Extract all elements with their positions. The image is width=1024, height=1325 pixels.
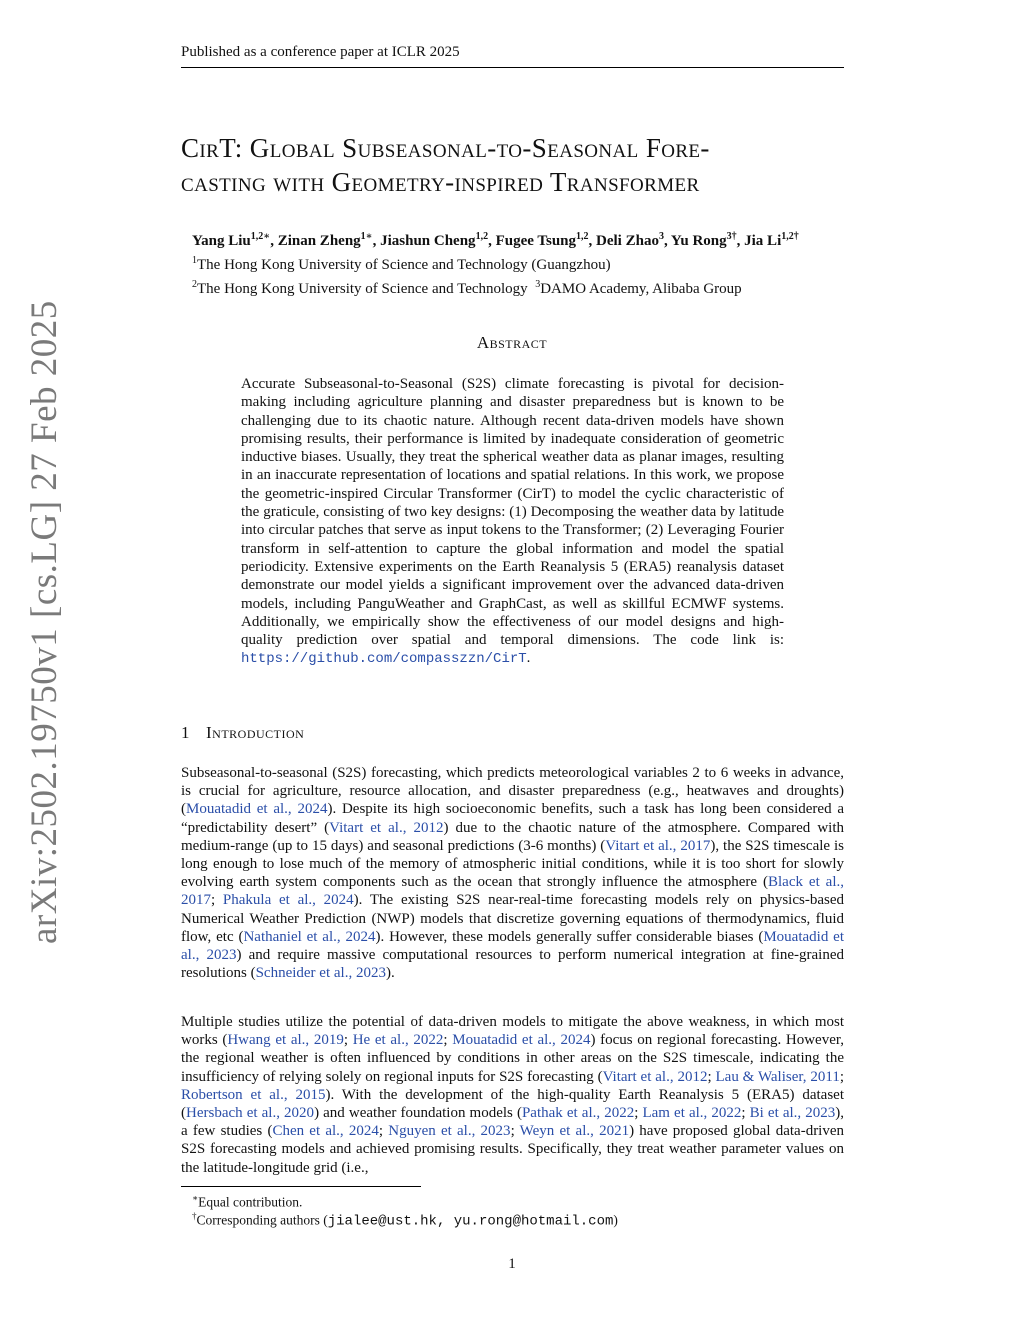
affiliation-mark: 3 — [726, 231, 732, 242]
citation-link[interactable]: Mouatadid et al., 2024 — [452, 1032, 591, 1049]
author-block — [192, 227, 872, 299]
author-name: Yang Liu — [192, 233, 251, 249]
abstract-heading: Abstract — [476, 333, 548, 352]
citation-link[interactable]: Chen et al., 2024 — [272, 1123, 379, 1140]
footnote-divider — [181, 1186, 421, 1187]
section-number: 1 — [181, 723, 190, 742]
footnote-text: ) — [613, 1212, 618, 1228]
citation-link[interactable]: Vitart et al., 2017 — [605, 837, 711, 854]
affiliation-text: The Hong Kong University of Science and Technology — [197, 281, 528, 297]
author-name: Jia Li — [744, 233, 782, 249]
body-text: ). With the development of the high-quality Earth Reanalysis 5 (ERA5) dataset ( — [181, 1086, 844, 1122]
citation-separator: ; — [443, 1032, 453, 1049]
arxiv-identifier: arXiv:2502.19750v1 [cs.LG] 27 Feb 2025 — [24, 300, 65, 944]
affiliation-mark: 1,2 — [781, 231, 794, 242]
abstract-text: Accurate Subseasonal-to-Seasonal (S2S) climate forecasting is pivotal for decision-making including agriculture planning and disaster preparedness but is known to be challenging due to its chaotic nature. Although recent data-driven models have shown promising results, their performance is limited by inadequate consideration of geometric inductive biases. Usually, they treat the spherical weather data as planar images, resulting in an inaccurate representation of locations and spatial relations. In this work, we propose the geometric-inspired Circular Transformer (CirT) to model the cyclic characteristic of the graticule, consisting of two key designs: (1) Decomposing the weather data by latitude into circular patches that serve as input tokens to the Transformer; (2) Leveraging Fourier transform in self-attention to capture the global information and model the spatial periodicity. Extensive experiments on the Earth Reanalysis 5 (ERA5) reanalysis dataset demonstrate our model yields a significant improvement over the advanced data-driven models, including PanguWeather and GraphCast, as well as skillful ECMWF systems. Additionally, we empirically show the effectiveness of our model designs and high-quality prediction over spatial and temporal dimensions. The code link is: — [241, 376, 784, 649]
author-name: Zinan Zheng — [277, 233, 361, 249]
affiliation-mark: 1 — [360, 231, 366, 242]
citation-link[interactable]: Black et al., 2017 — [181, 874, 845, 909]
citation-link[interactable]: Hwang et al., 2019 — [227, 1032, 344, 1049]
affiliation-1 — [192, 251, 872, 275]
email-links[interactable]: jialee@ust.hk, yu.rong@hotmail.com — [327, 1213, 614, 1230]
footnote-text: Equal contribution. — [198, 1194, 303, 1210]
citation-link[interactable]: He et al., 2022 — [352, 1032, 444, 1049]
citation-link[interactable]: Nathaniel et al., 2024 — [243, 928, 376, 945]
section-title: Introduction — [206, 723, 305, 742]
citation-separator: ; — [378, 1123, 389, 1140]
citation-link[interactable]: Lam et al., 2022 — [642, 1105, 742, 1122]
paper-title — [181, 131, 851, 199]
title-line-2: casting with Geometry-inspired Transformer — [181, 167, 700, 197]
citation-link[interactable]: Weyn et al., 2021 — [519, 1123, 630, 1140]
body-text: ). — [385, 965, 395, 982]
affiliation-2 — [192, 275, 872, 299]
body-text: ) and require massive computational resources to perform numerical integration at fine-grained resolutions ( — [181, 947, 844, 982]
code-link[interactable]: https://github.com/compasszzn/CirT — [241, 651, 527, 668]
affiliation-mark: 1,2 — [475, 231, 489, 242]
author-name: Deli Zhao — [596, 233, 659, 249]
citation-link[interactable]: Lau & Waliser, 2011 — [715, 1068, 840, 1085]
affiliation-mark: 3 — [658, 231, 664, 242]
corresponding-mark: † — [793, 231, 799, 242]
equal-contrib-mark: ∗ — [365, 231, 373, 242]
body-text: ), a few studies ( — [181, 1105, 845, 1140]
footnote-text: Corresponding authors ( — [196, 1212, 328, 1228]
intro-paragraph-1 — [181, 764, 844, 982]
running-header: Published as a conference paper at ICLR 2025 — [181, 44, 844, 68]
body-text: ) have proposed global data-driven S2S forecasting models and achieved promising results. Specifically, they treat weather parameter values on the latitude-longitude grid (i.e., — [181, 1123, 845, 1176]
affiliation-mark: 1,2 — [250, 231, 264, 242]
affiliation-number: 3 — [535, 279, 541, 290]
body-text: ) due to the chaotic nature of the atmosphere. Compared with medium-range (up to 15 days) and seasonal predictions (3-6 months) ( — [181, 819, 844, 854]
citation-link[interactable]: Mouatadid et al., 2024 — [186, 801, 328, 818]
body-text: ), the S2S timescale is long enough to lose much of the memory of atmospheric initial conditions, while it is too short for slowly evolving earth system components such as the ocean that strongly influence the atmosphere ( — [181, 837, 844, 891]
citation-separator: ; — [634, 1105, 643, 1122]
citation-link[interactable]: Vitart et al., 2012 — [329, 819, 444, 836]
footnote-2 — [192, 1208, 618, 1231]
citation-link[interactable]: Nguyen et al., 2023 — [388, 1123, 511, 1140]
citation-link[interactable]: Hersbach et al., 2020 — [186, 1105, 315, 1122]
affiliation-mark: 1,2 — [576, 231, 589, 242]
citation-separator: ; — [839, 1068, 845, 1085]
author-names: Yang Liu$^{1,2∗}$, Zinan Zheng$^{1∗}$, Jiashun Cheng$^{1,2}$, Fugee Tsung$^{1,2}$, Deli Zhao$^3$, Yu Rong$^{3\dagger}$, Jia $Li^{1,2\dagger}$ — [192, 231, 799, 249]
author-name: Fugee Tsung — [495, 233, 577, 249]
author-name: Jiashun Cheng — [380, 233, 476, 249]
affiliation-text: The Hong Kong University of Science and Technology (Guangzhou) — [197, 257, 611, 273]
section-heading — [181, 723, 304, 743]
intro-paragraph-2 — [181, 1013, 844, 1177]
abstract-body — [241, 375, 784, 669]
body-text: ). However, these models generally suffer considerable biases ( — [375, 928, 764, 945]
body-text: ). The existing S2S near-real-time forecasting models rely on physics-based Numerical Weather Prediction (NWP) models that discretize governing equations of thermodynamics, fluid flow, etc ( — [181, 892, 844, 945]
body-text: ) focus on regional forecasting. However, the regional weather is often influenced by conditions in other areas on the S2S timescale, indicating the insufficiency of relying solely on regional inputs for S2S forecasting ( — [181, 1032, 844, 1085]
author-name: Yu Rong — [670, 233, 727, 249]
citation-link[interactable]: Pathak et al., 2022 — [521, 1105, 635, 1122]
affiliation-number: 1 — [192, 255, 197, 266]
equal-contrib-mark: ∗ — [263, 231, 271, 242]
citation-link[interactable]: Robertson et al., 2015 — [181, 1086, 326, 1103]
title-line-1: CirT: Global Subseasonal-to-Seasonal Fore- — [181, 133, 710, 163]
corresponding-mark: † — [731, 231, 737, 242]
body-text: Subseasonal-to-seasonal (S2S) forecasting, which predicts meteorological variables 2 to 6 weeks in advance, is crucial for agriculture, resource allocation, and disaster preparedness (e.g., heatwaves and droughts) ( — [181, 765, 844, 818]
affiliation-text: DAMO Academy, Alibaba Group — [540, 281, 742, 297]
abstract-end: . — [526, 650, 531, 667]
citation-separator: ; — [211, 892, 223, 909]
footnote-mark: ∗ — [192, 1193, 199, 1203]
citation-separator: ; — [510, 1123, 520, 1140]
body-text: ). Despite its high socioeconomic benefits, such a task has long been considered a “predictability desert” ( — [181, 801, 844, 836]
citation-link[interactable]: Phakula et al., 2024 — [222, 892, 354, 909]
citation-link[interactable]: Mouatadid et al., 2023 — [181, 928, 844, 964]
citation-link[interactable]: Vitart et al., 2012 — [602, 1068, 708, 1085]
affiliation-number: 2 — [192, 279, 197, 290]
citation-separator: ; — [707, 1068, 716, 1085]
body-text: ) and weather foundation models ( — [314, 1105, 522, 1122]
citation-separator: ; — [741, 1105, 750, 1122]
citation-link[interactable]: Bi et al., 2023 — [749, 1105, 836, 1122]
citation-separator: ; — [343, 1032, 353, 1049]
page-number: 1 — [508, 1256, 516, 1272]
citation-link[interactable]: Schneider et al., 2023 — [255, 965, 386, 982]
footnote-mark: † — [192, 1211, 197, 1221]
body-text: Multiple studies utilize the potential of data-driven models to mitigate the above weakness, in which most works ( — [181, 1014, 844, 1049]
